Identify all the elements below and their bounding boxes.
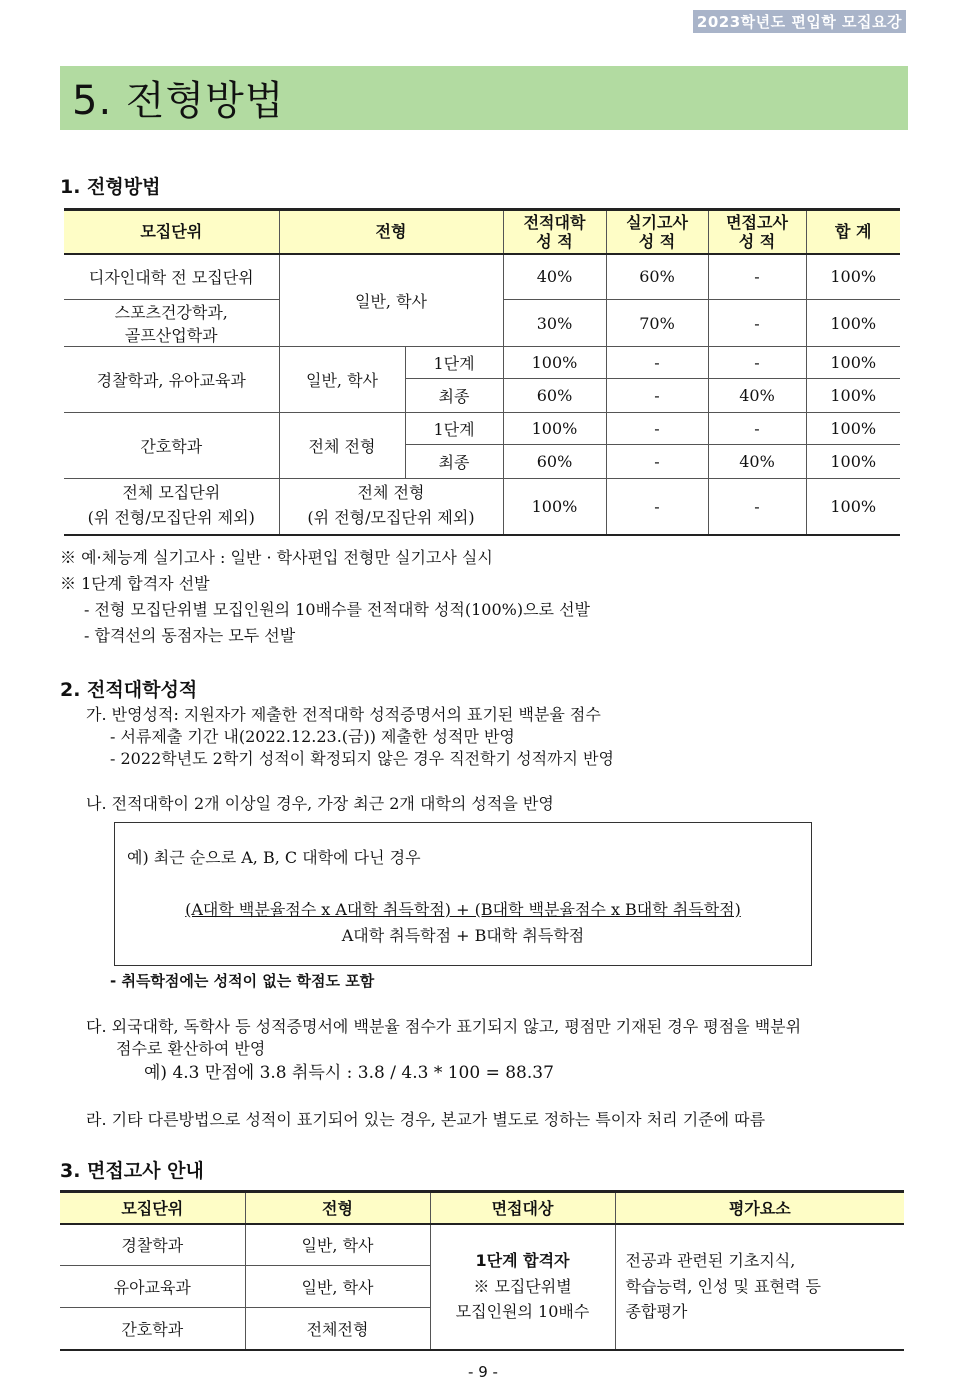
note-line: - 합격선의 동점자는 모두 선발 (84, 626, 296, 645)
cell-unit: 간호학과 (60, 1308, 245, 1350)
cell-value: 100% (806, 347, 900, 379)
cell-value: 70% (606, 300, 708, 347)
cell-value: 100% (806, 445, 900, 479)
cell-unit: 디자인대학 전 모집단위 (64, 254, 279, 300)
note-line: - 전형 모집단위별 모집인원의 10배수를 전적대학 성적(100%)으로 선발 (84, 600, 590, 619)
cell-value: 100% (806, 300, 900, 347)
formula-example-box (114, 822, 812, 966)
paragraph-ga-sub1: - 서류제출 기간 내(2022.12.23.(금)) 제출한 성적만 반영 (110, 727, 515, 746)
header-unit: 모집단위 (64, 210, 279, 254)
cell-value: 60% (606, 254, 708, 300)
cell-value: - (708, 254, 806, 300)
cell-value: - (606, 479, 708, 535)
cell-value: - (708, 300, 806, 347)
cell-stage: 1단계 (405, 413, 503, 445)
paragraph-ga: 가. 반영성적: 지원자가 제출한 전적대학 성적증명서의 표기된 백분율 점수 (86, 705, 601, 724)
cell-criteria: 전공과 관련된 기초지식, 학습능력, 인성 및 표현력 등 종합평가 (615, 1224, 904, 1350)
note-line: ※ 1단계 합격자 선발 (60, 574, 210, 593)
cell-value: - (606, 413, 708, 445)
cell-type: 일반, 학사 (279, 254, 503, 347)
header-criteria: 평가요소 (615, 1192, 904, 1224)
cell-type: 일반, 학사 (245, 1224, 430, 1266)
header-unit: 모집단위 (60, 1192, 245, 1224)
cell-type: 전체전형 (245, 1308, 430, 1350)
cell-value: 100% (503, 479, 606, 535)
cell-value: 100% (806, 479, 900, 535)
cell-value: - (606, 379, 708, 413)
header-practical: 실기고사 성 적 (606, 210, 708, 254)
cell-value: 100% (503, 347, 606, 379)
paragraph-ra: 라. 기타 다른방법으로 성적이 표기되어 있는 경우, 본교가 별도로 정하는 특이자 처리 기준에 따름 (86, 1110, 766, 1129)
chapter-title: 5. 전형방법 (72, 78, 285, 124)
cell-type: 일반, 학사 (245, 1266, 430, 1308)
cell-value: 40% (708, 445, 806, 479)
cell-unit: 경찰학과, 유아교육과 (64, 347, 279, 413)
cell-type: 전체 전형 (279, 413, 405, 479)
note-line: ※ 예·체능계 실기고사 : 일반 · 학사편입 전형만 실기고사 실시 (60, 548, 493, 567)
cell-value: - (708, 347, 806, 379)
example-title: 예) 최근 순으로 A, B, C 대학에 다닌 경우 (127, 848, 421, 867)
chapter-title-bar (60, 66, 908, 130)
cell-value: 100% (806, 379, 900, 413)
formula-denominator: A대학 취득학점 + B대학 취득학점 (341, 926, 585, 945)
cell-stage: 최종 (405, 379, 503, 413)
cell-unit: 경찰학과 (60, 1224, 245, 1266)
cell-unit: 전체 모집단위 (위 전형/모집단위 제외) (64, 479, 279, 535)
cell-value: 40% (503, 254, 606, 300)
cell-value: 40% (708, 379, 806, 413)
cell-value: - (606, 347, 708, 379)
paragraph-da-example: 예) 4.3 만점에 3.8 취득시 : 3.8 / 4.3 * 100 = 88.37 (144, 1063, 554, 1083)
paragraph-na: 나. 전적대학이 2개 이상일 경우, 가장 최근 2개 대학의 성적을 반영 (86, 794, 554, 813)
cell-value: - (708, 413, 806, 445)
header-interview: 면접고사 성 적 (708, 210, 806, 254)
header-type: 전형 (245, 1192, 430, 1224)
cell-value: 60% (503, 445, 606, 479)
cell-value: 30% (503, 300, 606, 347)
page-number: - 9 - (468, 1363, 498, 1381)
cell-type: 일반, 학사 (279, 347, 405, 413)
bold-note: - 취득학점에는 성적이 없는 학점도 포함 (110, 972, 375, 990)
cell-type: 전체 전형 (위 전형/모집단위 제외) (279, 479, 503, 535)
header-target: 면접대상 (430, 1192, 615, 1224)
cell-unit: 스포츠건강학과, 골프산업학과 (64, 300, 279, 347)
paragraph-da-line2: 점수로 환산하여 반영 (116, 1039, 266, 1058)
paragraph-ga-sub2: - 2022학년도 2학기 성적이 확정되지 않은 경우 직전학기 성적까지 반영 (110, 749, 614, 768)
section3-title: 3. 면접고사 안내 (60, 1160, 204, 1182)
cell-stage: 최종 (405, 445, 503, 479)
cell-unit: 간호학과 (64, 413, 279, 479)
cell-unit: 유아교육과 (60, 1266, 245, 1308)
section1-title: 1. 전형방법 (60, 176, 161, 198)
paragraph-da-line1: 다. 외국대학, 독학사 등 성적증명서에 백분율 점수가 표기되지 않고, 평점만 기재된 경우 평점을 백분위 (86, 1017, 802, 1036)
cell-value: 100% (806, 254, 900, 300)
section2-title: 2. 전적대학성적 (60, 679, 198, 701)
interview-table (60, 1190, 904, 1351)
cell-value: - (606, 445, 708, 479)
cell-target: 1단계 합격자 ※ 모집단위별 모집인원의 10배수 (430, 1224, 615, 1350)
document-header-tag: 2023학년도 편입학 모집요강 (693, 10, 906, 33)
cell-stage: 1단계 (405, 347, 503, 379)
cell-value: 60% (503, 379, 606, 413)
header-prev-grade: 전적대학 성 적 (503, 210, 606, 254)
header-total: 합 계 (806, 210, 900, 254)
header-type: 전형 (279, 210, 503, 254)
selection-method-table (64, 208, 900, 536)
cell-value: - (708, 479, 806, 535)
cell-value: 100% (806, 413, 900, 445)
formula-numerator: (A대학 백분율점수 x A대학 취득학점) + (B대학 백분율점수 x B대학 취득학점) (185, 900, 741, 919)
cell-value: 100% (503, 413, 606, 445)
